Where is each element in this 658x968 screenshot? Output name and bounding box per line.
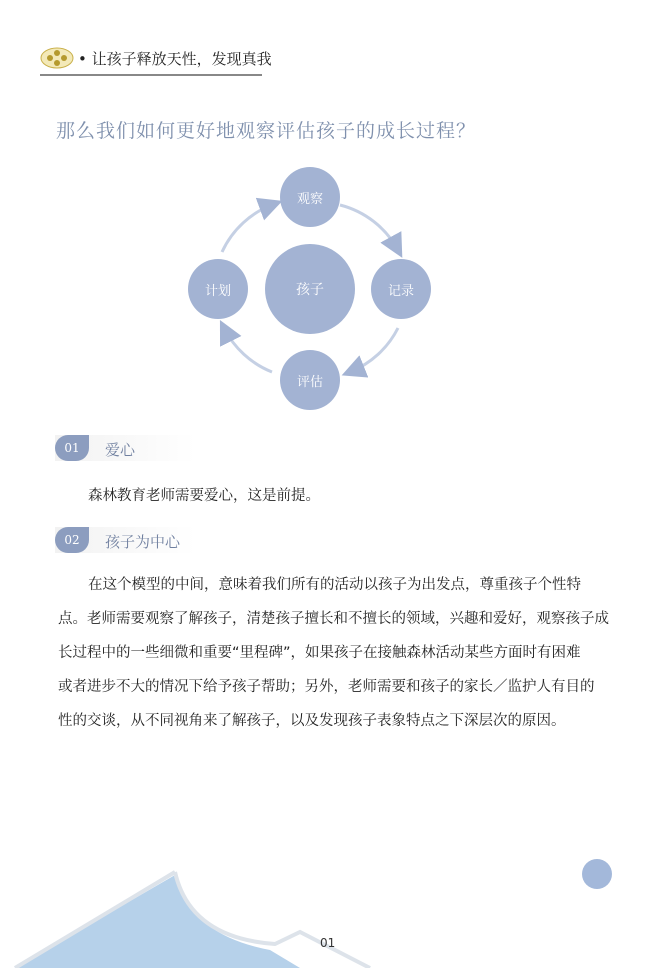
section-label: 孩子为中心 bbox=[105, 533, 181, 551]
section-heading-02 bbox=[55, 527, 195, 553]
page-title: 那么我们如何更好地观察评估孩子的成长过程？ bbox=[56, 120, 477, 142]
section-heading-01 bbox=[55, 435, 195, 461]
page-number: 01 bbox=[320, 936, 336, 950]
diagram-node-evaluate: 评估 bbox=[280, 350, 340, 410]
section-01-text: 森林教育老师需要爱心，这是前提。 bbox=[88, 488, 320, 504]
mountain-decoration bbox=[0, 860, 658, 968]
paragraph-line: 或者进步不大的情况下给予孩子帮助；另外，老师需要和孩子的家长／监护人有目的 bbox=[58, 679, 595, 695]
diagram-center-node: 孩子 bbox=[265, 244, 355, 334]
diagram-node-plan: 计划 bbox=[188, 259, 248, 319]
paragraph-line: 在这个模型的中间，意味着我们所有的活动以孩子为出发点，尊重孩子个性特 bbox=[88, 577, 581, 593]
section-number: 02 bbox=[55, 527, 89, 553]
header-text: • 让孩子释放天性，发现真我 bbox=[78, 50, 272, 68]
paragraph-line: 性的交谈，从不同视角来了解孩子，以及发现孩子表象特点之下深层次的原因。 bbox=[58, 713, 566, 729]
diagram-node-record: 记录 bbox=[371, 259, 431, 319]
diagram-node-observe: 观察 bbox=[280, 167, 340, 227]
section-number: 01 bbox=[55, 435, 89, 461]
section-label: 爱心 bbox=[105, 441, 136, 459]
paragraph-line: 点。老师需要观察了解孩子，清楚孩子擅长和不擅长的领域，兴趣和爱好，观察孩子成 bbox=[58, 611, 609, 627]
paragraph-line: 长过程中的一些细微和重要“里程碑”，如果孩子在接触森林活动某些方面时有困难 bbox=[58, 645, 581, 661]
